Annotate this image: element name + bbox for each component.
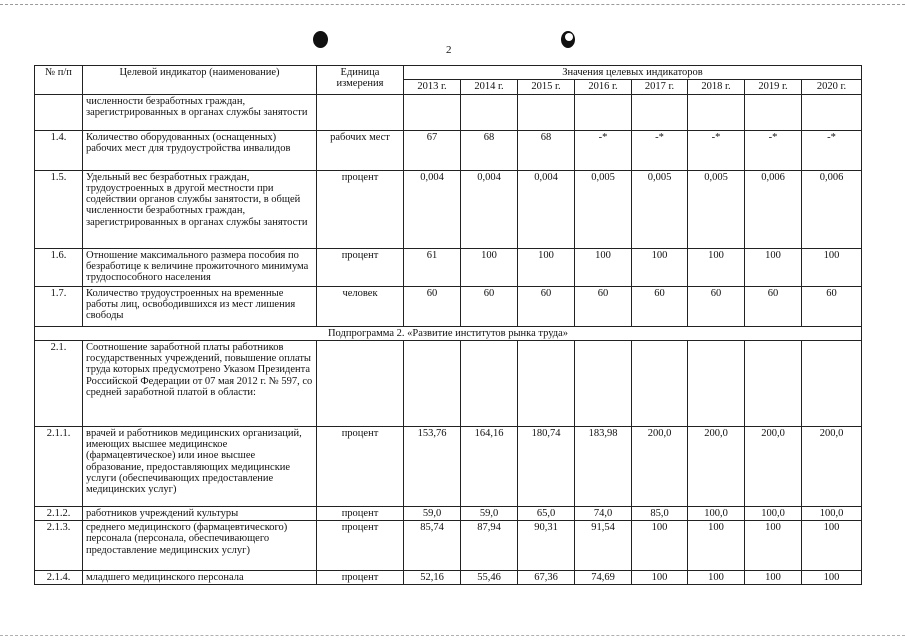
row-value: 65,0 bbox=[518, 506, 575, 520]
row-value: 200,0 bbox=[745, 426, 802, 506]
row-value: 74,69 bbox=[575, 571, 632, 585]
row-number: 2.1.1. bbox=[35, 426, 83, 506]
row-value: 200,0 bbox=[632, 426, 688, 506]
row-value: 60 bbox=[745, 286, 802, 326]
row-number: 1.5. bbox=[35, 170, 83, 248]
row-value bbox=[404, 94, 461, 130]
row-value: 60 bbox=[518, 286, 575, 326]
row-value: 100 bbox=[632, 248, 688, 286]
row-value: -* bbox=[575, 130, 632, 170]
table-row bbox=[35, 521, 862, 571]
row-value: 100,0 bbox=[688, 506, 745, 520]
row-indicator-name: работников учреждений культуры bbox=[83, 506, 317, 520]
scan-edge-top bbox=[0, 4, 905, 5]
row-number: 2.1.2. bbox=[35, 506, 83, 520]
row-number: 2.1. bbox=[35, 340, 83, 426]
row-value bbox=[745, 94, 802, 130]
row-value: 200,0 bbox=[802, 426, 862, 506]
row-value: 100 bbox=[802, 521, 862, 571]
row-number: 1.4. bbox=[35, 130, 83, 170]
year-header: 2020 г. bbox=[802, 80, 862, 94]
row-value bbox=[632, 94, 688, 130]
row-unit: человек bbox=[317, 286, 404, 326]
row-value: 59,0 bbox=[461, 506, 518, 520]
row-value bbox=[518, 94, 575, 130]
year-header: 2017 г. bbox=[632, 80, 688, 94]
table-row bbox=[35, 170, 862, 248]
row-unit bbox=[317, 94, 404, 130]
row-number: 1.6. bbox=[35, 248, 83, 286]
row-value: 0,006 bbox=[745, 170, 802, 248]
row-value: -* bbox=[745, 130, 802, 170]
row-value: 100 bbox=[745, 571, 802, 585]
row-value: 87,94 bbox=[461, 521, 518, 571]
row-unit: процент bbox=[317, 521, 404, 571]
row-value: 0,005 bbox=[632, 170, 688, 248]
row-value: 67,36 bbox=[518, 571, 575, 585]
header-name: Целевой индикатор (наименование) bbox=[83, 66, 317, 95]
row-number bbox=[35, 94, 83, 130]
row-unit: процент bbox=[317, 248, 404, 286]
row-value: 180,74 bbox=[518, 426, 575, 506]
row-value: 100 bbox=[575, 248, 632, 286]
row-value: 100 bbox=[802, 571, 862, 585]
row-value: 100 bbox=[632, 571, 688, 585]
row-value: 61 bbox=[404, 248, 461, 286]
row-number: 2.1.3. bbox=[35, 521, 83, 571]
row-number: 2.1.4. bbox=[35, 571, 83, 585]
year-header: 2015 г. bbox=[518, 80, 575, 94]
row-value bbox=[575, 340, 632, 426]
row-value: 68 bbox=[461, 130, 518, 170]
row-value: 0,004 bbox=[518, 170, 575, 248]
row-value bbox=[632, 340, 688, 426]
row-value: 60 bbox=[404, 286, 461, 326]
row-number: 1.7. bbox=[35, 286, 83, 326]
row-value bbox=[688, 94, 745, 130]
header-values: Значения целевых индикаторов bbox=[404, 66, 862, 80]
row-unit: процент bbox=[317, 170, 404, 248]
row-value: 0,005 bbox=[575, 170, 632, 248]
row-value: 153,76 bbox=[404, 426, 461, 506]
row-value: 67 bbox=[404, 130, 461, 170]
row-value: 60 bbox=[688, 286, 745, 326]
row-value: -* bbox=[632, 130, 688, 170]
year-header: 2018 г. bbox=[688, 80, 745, 94]
table-row bbox=[35, 248, 862, 286]
row-value bbox=[802, 340, 862, 426]
row-value: 60 bbox=[461, 286, 518, 326]
row-value: 0,006 bbox=[802, 170, 862, 248]
row-unit: процент bbox=[317, 571, 404, 585]
row-value: 100 bbox=[802, 248, 862, 286]
punch-hole-left bbox=[313, 31, 328, 48]
row-value: 60 bbox=[632, 286, 688, 326]
punch-hole-right bbox=[561, 31, 575, 48]
row-value: 85,74 bbox=[404, 521, 461, 571]
row-value: 100,0 bbox=[802, 506, 862, 520]
row-value: 100 bbox=[688, 248, 745, 286]
scan-edge-bottom bbox=[0, 635, 905, 636]
row-value: 52,16 bbox=[404, 571, 461, 585]
row-value: 0,004 bbox=[461, 170, 518, 248]
row-value bbox=[745, 340, 802, 426]
row-value: 91,54 bbox=[575, 521, 632, 571]
row-value: 59,0 bbox=[404, 506, 461, 520]
row-value: 60 bbox=[802, 286, 862, 326]
year-header: 2014 г. bbox=[461, 80, 518, 94]
table-row bbox=[35, 571, 862, 585]
header-num: № п/п bbox=[35, 66, 83, 95]
row-value: 183,98 bbox=[575, 426, 632, 506]
row-value: 100 bbox=[745, 248, 802, 286]
row-value: 100 bbox=[518, 248, 575, 286]
row-value: 100 bbox=[632, 521, 688, 571]
row-value: 100 bbox=[688, 571, 745, 585]
row-value: 100,0 bbox=[745, 506, 802, 520]
indicator-table bbox=[34, 65, 862, 585]
row-value: -* bbox=[688, 130, 745, 170]
row-value bbox=[461, 94, 518, 130]
row-value: 85,0 bbox=[632, 506, 688, 520]
row-indicator-name: среднего медицинского (фармацевтического) персонала (персонала, обеспечивающего предоставление медицинских услуг) bbox=[83, 521, 317, 571]
row-unit: процент bbox=[317, 506, 404, 520]
row-value: 200,0 bbox=[688, 426, 745, 506]
row-unit: процент bbox=[317, 426, 404, 506]
row-indicator-name: врачей и работников медицинских организаций, имеющих высшее медицинское (фармацевтическое) или иное высшее образование, предоставляющих медицинские услуги (обеспечивающих предоставление медицинских услуг) bbox=[83, 426, 317, 506]
row-unit bbox=[317, 340, 404, 426]
year-header: 2016 г. bbox=[575, 80, 632, 94]
row-value: 60 bbox=[575, 286, 632, 326]
row-value bbox=[688, 340, 745, 426]
row-indicator-name: Соотношение заработной платы работников государственных учреждений, повышение оплаты труда которых предусмотрено Указом Президента Российской Федерации от 07 мая 2012 г. № 597, со средней заработной платой в области: bbox=[83, 340, 317, 426]
table-row bbox=[35, 130, 862, 170]
row-value: -* bbox=[802, 130, 862, 170]
row-indicator-name: Количество оборудованных (оснащенных) рабочих мест для трудоустройства инвалидов bbox=[83, 130, 317, 170]
row-value: 100 bbox=[688, 521, 745, 571]
row-value bbox=[575, 94, 632, 130]
row-unit: рабочих мест bbox=[317, 130, 404, 170]
row-value: 68 bbox=[518, 130, 575, 170]
table-row bbox=[35, 286, 862, 326]
row-value: 55,46 bbox=[461, 571, 518, 585]
row-value bbox=[404, 340, 461, 426]
table-row bbox=[35, 340, 862, 426]
row-value bbox=[518, 340, 575, 426]
row-value: 0,005 bbox=[688, 170, 745, 248]
row-value: 74,0 bbox=[575, 506, 632, 520]
row-indicator-name: Количество трудоустроенных на временные работы лиц, освободившихся из мест лишения свободы bbox=[83, 286, 317, 326]
row-indicator-name: младшего медицинского персонала bbox=[83, 571, 317, 585]
table-row bbox=[35, 426, 862, 506]
row-indicator-name: численности безработных граждан, зарегистрированных в органах службы занятости bbox=[83, 94, 317, 130]
year-header: 2019 г. bbox=[745, 80, 802, 94]
row-value: 164,16 bbox=[461, 426, 518, 506]
table-row bbox=[35, 506, 862, 520]
row-value bbox=[461, 340, 518, 426]
row-value: 100 bbox=[461, 248, 518, 286]
row-indicator-name: Удельный вес безработных граждан, трудоустроенных в другой местности при содействии органов службы занятости, в общей численности безработных граждан, зарегистрированных в органах службы занятости bbox=[83, 170, 317, 248]
row-value: 0,004 bbox=[404, 170, 461, 248]
table-row bbox=[35, 94, 862, 130]
row-value: 100 bbox=[745, 521, 802, 571]
row-indicator-name: Отношение максимального размера пособия по безработице к величине прожиточного минимума трудоспособного населения bbox=[83, 248, 317, 286]
page-number: 2 bbox=[446, 44, 452, 56]
year-header: 2013 г. bbox=[404, 80, 461, 94]
section-title: Подпрограмма 2. «Развитие институтов рынка труда» bbox=[35, 326, 862, 340]
header-unit: Единица измерения bbox=[317, 66, 404, 95]
row-value: 90,31 bbox=[518, 521, 575, 571]
row-value bbox=[802, 94, 862, 130]
